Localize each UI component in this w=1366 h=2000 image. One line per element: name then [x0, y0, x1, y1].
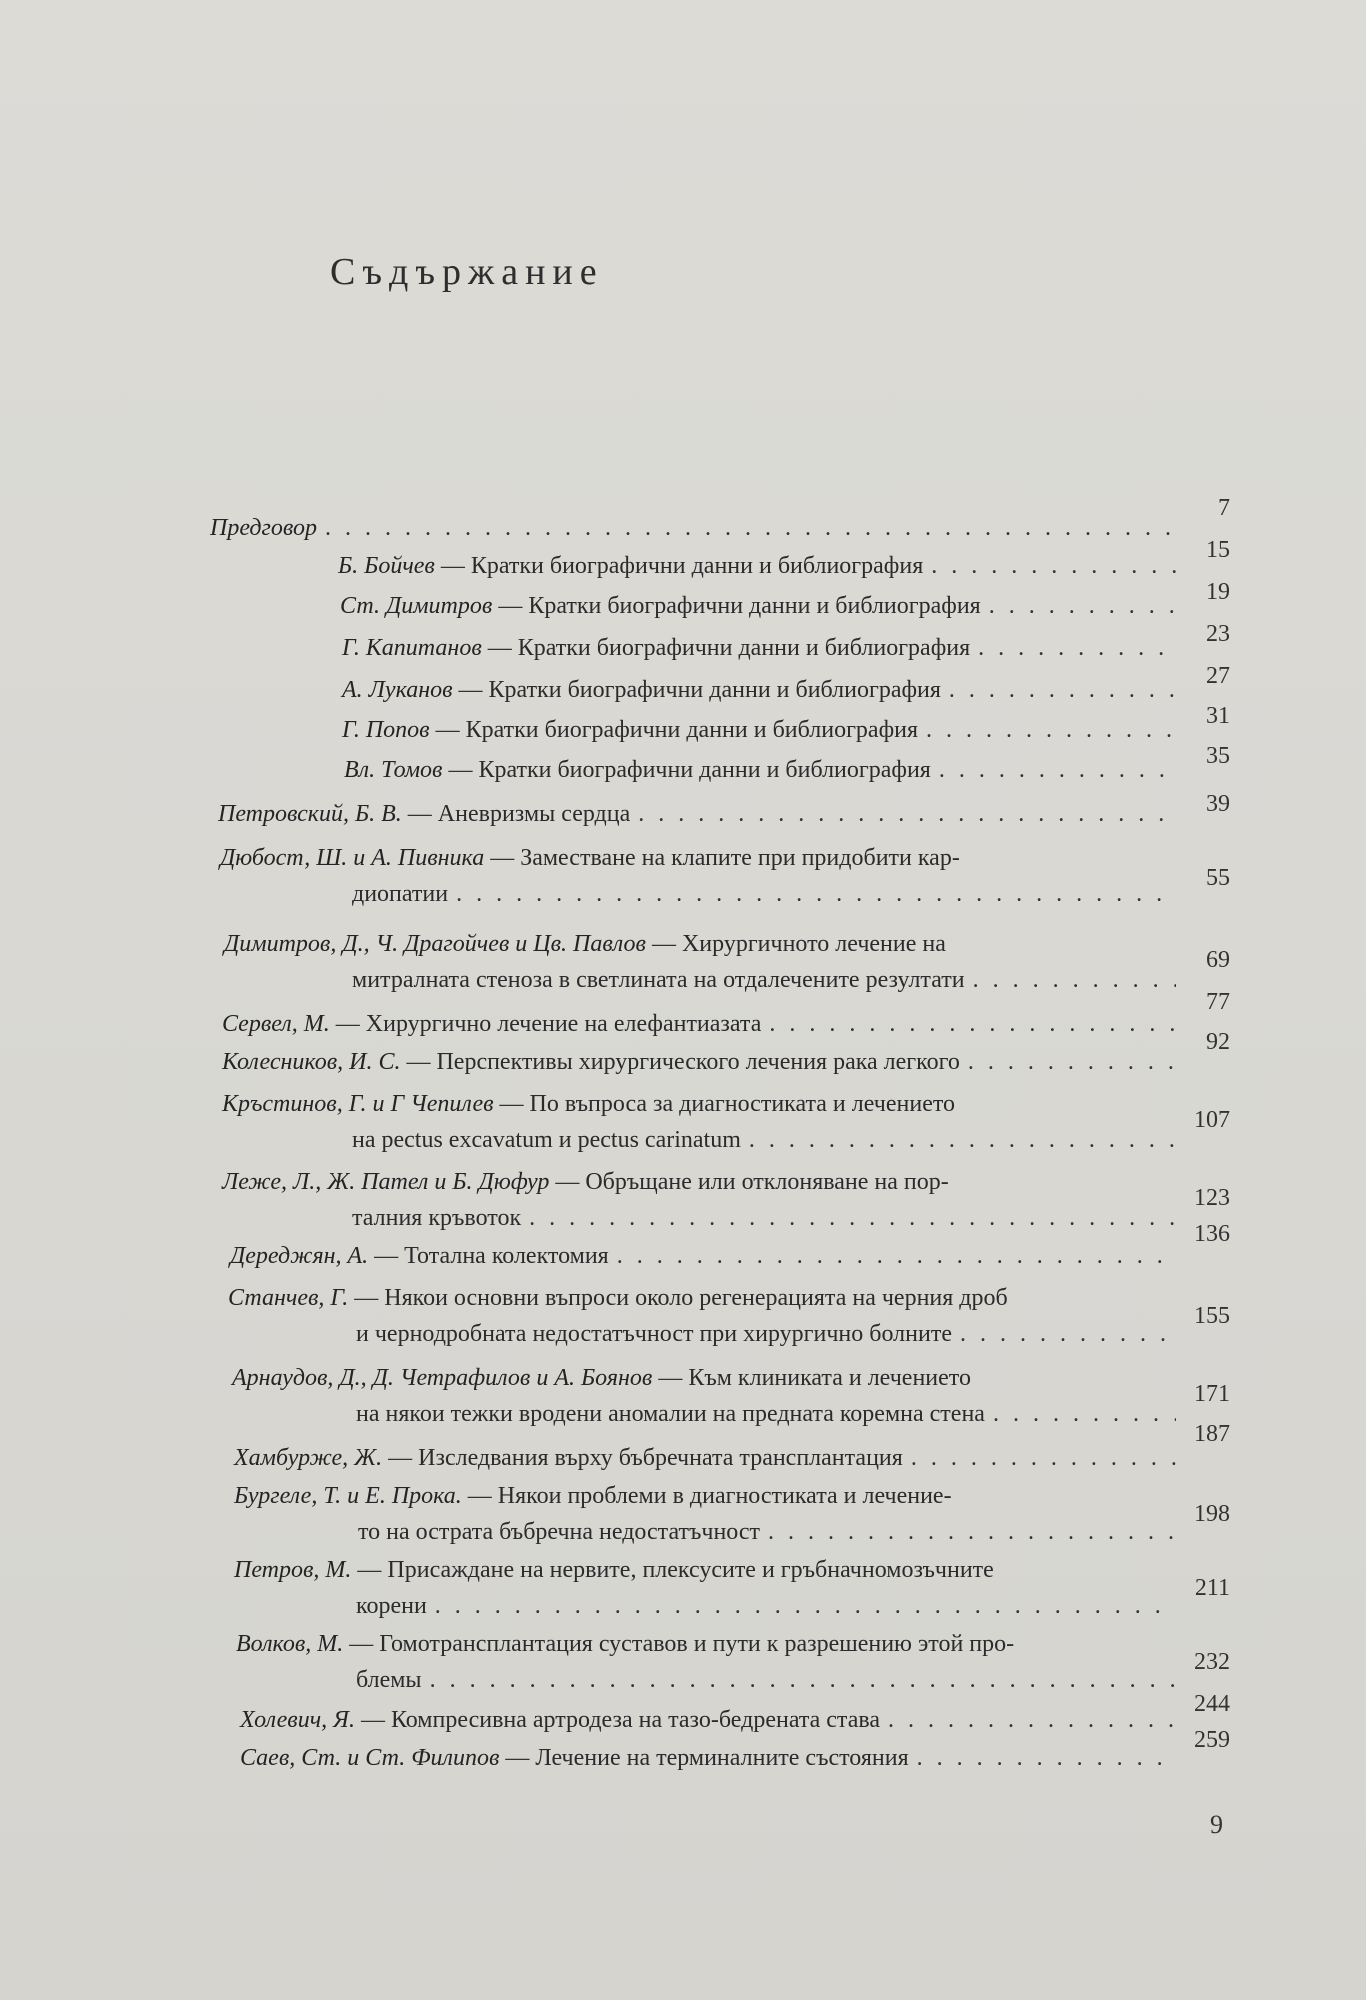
toc-page-number: 55: [1206, 865, 1230, 891]
dot-leader: [769, 1011, 1176, 1038]
toc-page-number: 35: [1206, 743, 1230, 769]
toc-author: Бургеле, Т. и Е. Прока.: [234, 1483, 462, 1509]
toc-page-number: 69: [1206, 947, 1230, 973]
toc-author: Димитров, Д., Ч. Драгойчев и Цв. Павлов: [224, 931, 646, 957]
dot-leader: [926, 717, 1176, 744]
toc-title: Някои проблеми в диагностиката и лечение-: [497, 1483, 952, 1509]
toc-page-number: 244: [1194, 1691, 1230, 1717]
toc-author: А. Луканов: [342, 677, 453, 703]
toc-separator: —: [435, 717, 460, 743]
dot-leader: [768, 1519, 1176, 1546]
page-number: 9: [1210, 1810, 1223, 1839]
toc-title: Тотална колектомия: [404, 1243, 609, 1269]
toc-separator: —: [407, 801, 432, 827]
toc-title: Аневризмы сердца: [437, 801, 631, 827]
toc-page-number: 123: [1194, 1185, 1230, 1211]
toc-title: По въпроса за диагностиката и лечението: [529, 1091, 956, 1117]
toc-author: Вл. Томов: [344, 757, 443, 783]
toc-title: Изследвания върху бъбречната трансплантация: [418, 1445, 903, 1471]
toc-separator: —: [354, 1285, 379, 1311]
toc-author: Дюбост, Ш. и А. Пивника: [220, 845, 485, 871]
toc-page-number: 15: [1206, 537, 1230, 563]
toc-page-number: 136: [1194, 1221, 1230, 1247]
toc-author: Колесников, И. С.: [222, 1049, 401, 1075]
toc-title: Някои основни въпроси около регенерацията на черния дроб: [384, 1285, 1008, 1311]
toc-page-number: 171: [1194, 1381, 1230, 1407]
page-title: Съдържание: [330, 251, 604, 293]
toc-page-number: 23: [1206, 621, 1230, 647]
toc-title-continued: корени: [356, 1593, 427, 1619]
toc-title: Хирургичното лечение на: [681, 931, 946, 957]
toc-author: Петров, М.: [234, 1557, 352, 1583]
toc-page-number: 77: [1206, 989, 1230, 1015]
dot-leader: [931, 553, 1176, 580]
dot-leader: [638, 801, 1176, 828]
toc-page-number: 198: [1194, 1501, 1230, 1527]
toc-title: Към клиниката и лечението: [688, 1365, 971, 1391]
toc-separator: —: [487, 635, 512, 661]
toc-author: Сервел, М.: [222, 1011, 330, 1037]
dot-leader: [989, 593, 1176, 620]
toc-title: Кратки биографични данни и библиография: [470, 553, 924, 579]
toc-separator: —: [467, 1483, 492, 1509]
toc-separator: —: [498, 593, 523, 619]
toc-title: Лечение на терминалните състояния: [535, 1745, 909, 1771]
toc-author: Г. Попов: [342, 717, 430, 743]
toc-title: Обръщане или отклоняване на пор-: [585, 1169, 949, 1195]
toc-author: Саев, Ст. и Ст. Филипов: [240, 1745, 500, 1771]
dot-leader: [325, 515, 1176, 542]
toc-author: Кръстинов, Г. и Г Чепилев: [222, 1091, 494, 1117]
toc-title-continued: на pectus excavatum и pectus carinatum: [352, 1127, 741, 1153]
dot-leader: [456, 881, 1176, 908]
dot-leader: [939, 757, 1176, 784]
toc-author: Волков, М.: [236, 1631, 344, 1657]
toc-title: Хирургично лечение на елефантиазата: [365, 1011, 762, 1037]
dot-leader: [960, 1321, 1176, 1348]
toc-title: Кратки биографични данни и библиография: [478, 757, 931, 783]
toc-title-continued: блемы: [356, 1667, 422, 1693]
toc-page-number: 232: [1194, 1649, 1230, 1675]
toc-page-number: 259: [1194, 1727, 1230, 1753]
toc-separator: —: [357, 1557, 382, 1583]
toc-page-number: 107: [1194, 1107, 1230, 1133]
toc-author: Станчев, Г.: [228, 1285, 349, 1311]
toc-separator: —: [499, 1091, 524, 1117]
toc-separator: —: [406, 1049, 431, 1075]
dot-leader: [435, 1593, 1176, 1620]
toc-separator: —: [440, 553, 465, 579]
toc-title-continued: диопатии: [352, 881, 449, 907]
toc-separator: —: [490, 845, 515, 871]
toc-separator: —: [651, 931, 676, 957]
toc-title: Присаждане на нервите, плексусите и гръбначномозъчните: [387, 1557, 994, 1583]
toc-separator: —: [505, 1745, 530, 1771]
toc-author: Хамбурже, Ж.: [234, 1445, 383, 1471]
dot-leader: [973, 967, 1176, 994]
toc-page-number: 155: [1194, 1303, 1230, 1329]
dot-leader: [430, 1667, 1176, 1694]
toc-title-continued: талния кръвоток: [352, 1205, 522, 1231]
toc-author: Дереджян, А.: [230, 1243, 369, 1269]
toc-separator: —: [335, 1011, 360, 1037]
toc-page-number: 92: [1206, 1029, 1230, 1055]
toc-separator: —: [360, 1707, 385, 1733]
dot-leader: [529, 1205, 1176, 1232]
toc-page-number: 39: [1206, 791, 1230, 817]
toc-page-number: 7: [1218, 495, 1230, 521]
dot-leader: [911, 1445, 1176, 1472]
dot-leader: [617, 1243, 1176, 1270]
toc-author: Г. Капитанов: [342, 635, 482, 661]
toc-separator: —: [658, 1365, 683, 1391]
toc-page-number: 27: [1206, 663, 1230, 689]
toc-title: Перспективы хирургического лечения рака легкого: [436, 1049, 960, 1075]
toc-author: Петровский, Б. В.: [218, 801, 402, 827]
toc-author: Предговор: [210, 515, 317, 541]
dot-leader: [917, 1745, 1176, 1772]
dot-leader: [968, 1049, 1176, 1076]
toc-page-number: 187: [1194, 1421, 1230, 1447]
toc-separator: —: [374, 1243, 399, 1269]
toc-author: Ст. Димитров: [340, 593, 493, 619]
toc-title: Компресивна артродеза на тазо-бедрената става: [390, 1707, 881, 1733]
toc-author: Б. Бойчев: [338, 553, 435, 579]
toc-title: Кратки биографични данни и библиография: [517, 635, 971, 661]
dot-leader: [978, 635, 1176, 662]
toc-page-number: 31: [1206, 703, 1230, 729]
dot-leader: [949, 677, 1176, 704]
dot-leader: [749, 1127, 1176, 1154]
dot-leader: [993, 1401, 1176, 1428]
toc-title: Кратки биографични данни и библиография: [528, 593, 981, 619]
toc-separator: —: [555, 1169, 580, 1195]
toc-separator: —: [458, 677, 483, 703]
toc-title-continued: митралната стеноза в светлината на отдалечените резултати: [352, 967, 965, 993]
toc-separator: —: [448, 757, 473, 783]
toc-page-number: 211: [1194, 1575, 1230, 1601]
dot-leader: [888, 1707, 1176, 1734]
toc-title: Заместване на клапите при придобити кар-: [520, 845, 960, 871]
toc-author: Арнаудов, Д., Д. Четрафилов и А. Боянов: [232, 1365, 653, 1391]
toc-author: Холевич, Я.: [240, 1707, 355, 1733]
toc-title: Кратки биографични данни и библиография: [465, 717, 918, 743]
toc-title-continued: на някои тежки вродени аномалии на предната коремна стена: [356, 1401, 985, 1427]
toc-title-continued: и чернодробната недостатъчност при хирургично болните: [356, 1321, 952, 1347]
toc-separator: —: [388, 1445, 413, 1471]
toc-title: Гомотрансплантация суставов и пути к разрешению этой про-: [379, 1631, 1015, 1657]
toc-title-continued: то на острата бъбречна недостатъчност: [358, 1519, 761, 1545]
toc-page-number: 19: [1206, 579, 1230, 605]
toc-title: Кратки биографични данни и библиография: [488, 677, 941, 703]
toc-author: Леже, Л., Ж. Пател и Б. Дюфур: [222, 1169, 550, 1195]
toc-separator: —: [349, 1631, 374, 1657]
